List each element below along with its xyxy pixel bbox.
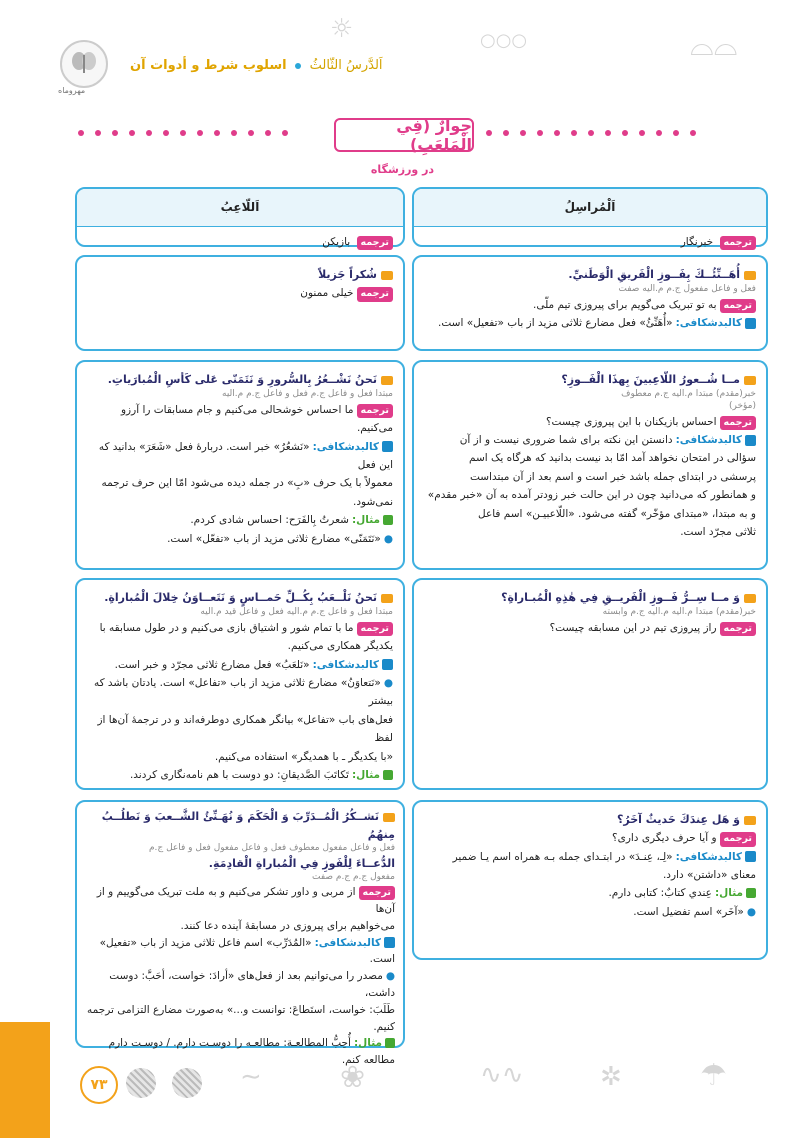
translation-line: ترجمهاحساس بازیکنان با این پیروزی چیست؟: [424, 413, 756, 431]
player-translation: بازیکن: [322, 236, 351, 248]
explore-line: معمولاً با یک حرف «بِ» در جمله دیده می‌شود امّا این حرف ترجمه نمی‌شود.: [101, 477, 393, 508]
explore-line: کالبدشکافی:«أُهَنِّئُ» فعل مضارع ثلاثی مزید از باب «تفعیل» است.: [424, 314, 756, 332]
pencil-icon: [745, 435, 756, 446]
pencil-icon: [382, 659, 393, 670]
grammar-labels: مبتدا فعل و فاعل ج.م م.اليه فعل و فاعل قيد م.اليه: [200, 607, 393, 618]
book-icon: [381, 594, 393, 603]
page-header: [130, 58, 383, 73]
logo-label: مهروماه: [58, 86, 86, 95]
book-icon: [381, 271, 393, 280]
note-line: «با یکدیگر ـ با همدیگر» استفاده می‌کنیم.: [214, 750, 393, 763]
dialogue-card-8: [75, 800, 405, 1067]
balls-doodle-icon: ○○○: [480, 30, 528, 51]
explore-line: و همانطور که می‌دانید چون در این حالت خبر زودتر آمده به آن «خبر مقدم»: [427, 489, 756, 502]
book-icon: [381, 376, 393, 385]
note-line: فعل‌های باب «تفاعل» بیانگر همکاری دوطرفه‌اند و در ترجمهٔ آن‌ها از لفظ: [97, 713, 393, 745]
translation-line: ترجمهما با تمام شور و اشتیاق بازی می‌کنیم و در طول مسابقه با: [87, 619, 393, 637]
check-icon: [383, 515, 393, 525]
book-icon: [744, 594, 756, 603]
arabic-sentence: شُكراً جَزيلاً: [87, 265, 393, 284]
ball-doodle-icon: [126, 1068, 156, 1098]
note-line: طَلَبَ: خواست، استَطاعَ: توانست و...» به‌صورت مضارع التزامی ترجمه کنیم.: [87, 1003, 395, 1033]
grammar-labels: خبر(مقدم) مبتدا م.اليه م.اليه ج.م وابسته: [602, 607, 756, 618]
translation-line: می‌خواهیم برای پیروزی در مسابقهٔ آینده دعا کنند.: [180, 919, 395, 932]
example-line: مثال:أُحِبُّ المطالعـة: مطالعـه را دوسـت دارم. / دوسـت دارم: [85, 1035, 395, 1052]
page-number: ۷۳: [80, 1066, 118, 1104]
flower-doodle-icon: ❀: [340, 1060, 366, 1095]
explore-line: کالبدشکافی:دانستن این نکته برای شما ضروری نیست و از آن: [424, 431, 756, 449]
ball-doodle-icon: [172, 1068, 202, 1098]
header-dot: [295, 63, 301, 69]
publisher-logo: [60, 40, 108, 88]
arabic-sentence: وَ هَل عِندَكَ حَديثٌ آخَرُ؟: [424, 810, 756, 829]
translate-tag: ترجمه: [357, 236, 393, 250]
dialogue-card-1: [412, 255, 768, 351]
example-line: مثال:شعرتُ بِالفَرَح: احساس شادی کردم.: [87, 511, 393, 529]
check-icon: [383, 770, 393, 780]
pencil-icon: [745, 318, 756, 329]
dialogue-subtitle: در ورزشگاه: [370, 163, 435, 176]
translation-line: یکدیگر همکاری می‌کنیم.: [287, 640, 393, 653]
arabic-sentence: نَحنُ نَشْــعُرُ بِالسُّرورِ وَ نَتَمَنّى عَلى كَأسِ الْمُبارَياتِ.: [87, 370, 393, 389]
explore-line: کالبدشکافی:«نَشعُرُ» خبر است. دربارهٔ فعل «شَعَرَ» بدانید که این فعل: [98, 440, 393, 472]
dialogue-card-7: [412, 800, 768, 960]
grammar-labels: فعل و فاعل مفعول معطوف فعل و فاعل مفعول فعل و فاعل ج.م: [148, 843, 395, 854]
lesson-label: اَلدَّرسُ الثّالثُ: [309, 58, 383, 73]
butterfly-icon: [69, 49, 99, 79]
dialogue-card-4: [75, 360, 405, 570]
pencil-icon: [384, 937, 395, 948]
grammar-labels-2: (مؤخر): [728, 400, 756, 411]
dialogue-card-3: [412, 360, 768, 570]
translation-line: ترجمهو آیا حرف دیگری داری؟: [424, 829, 756, 847]
book-icon: [744, 816, 756, 825]
example-line: مثال:عِندي كتابٌ: کتابی دارم.: [424, 884, 756, 902]
note-line: ●«نَتَمَنّى» مضارع ثلاثی مزید از باب «تفعّل» است.: [167, 532, 393, 545]
dialogue-card-2: [75, 255, 405, 351]
reporter-heading: اَلْمُراسِلُ: [414, 189, 766, 227]
grammar-labels-2: مفعول ج.م ج.م صفت: [311, 872, 395, 883]
note-line: ●«آخَر» اسم تفضیل است.: [633, 905, 756, 918]
explore-line: سؤالی در امتحان نخواهد آمد امّا بد نیست بدانید که هرگاه یک اسم: [468, 452, 756, 465]
translation-line: ترجمهراز پیروزی تیم در این مسابقه چیست؟: [424, 619, 756, 637]
grammar-labels: مبتدا فعل و فاعل ج.م فعل و فاعل ج.م م.اليه: [222, 389, 393, 400]
dialogue-card-5: [412, 578, 768, 790]
translation-line: ترجمهخیلی ممنون: [87, 284, 393, 302]
translation-line: ترجمهاز مربی و داور تشکر می‌کنیم و به ملت تبریک می‌گوییم و از آن‌ها: [96, 886, 395, 915]
topic-label: اسلوب شرط و أدوات آن: [130, 58, 287, 73]
translate-tag: ترجمه: [720, 236, 756, 250]
book-icon: [744, 271, 756, 280]
scribble-doodle-icon: ∿∿: [480, 1060, 524, 1090]
grammar-labels: فعل و فاعل مفعول ج.م م.اليه صفت: [618, 284, 756, 295]
dialogue-title: حِوارٌ (فِي الْمَلعَبِ): [334, 118, 474, 152]
example-line: مطالعه کنم.: [341, 1054, 395, 1067]
translation-line: ترجمهبه تو تبریک می‌گویم برای پیروزی تیم ملّی.: [424, 296, 756, 314]
pencil-icon: [382, 441, 393, 452]
pencil-icon: [745, 851, 756, 862]
sun-doodle-icon: ☼: [330, 14, 354, 44]
arabic-sentence: وَ مــا سِــرُّ فَــوزِ الْفَريــقِ فِي هٰذِهِ الْمُبـاراةِ؟: [424, 588, 756, 607]
explore-line: کالبدشکافی:«لِـ، عِنـدَ» در ابتـدای جمله بـه همراه اسم یـا ضمیر: [424, 848, 756, 866]
arabic-sentence: مــا شُــعورُ اللّاعِبينَ بِهذَا الْفَــوزِ؟: [424, 370, 756, 389]
note-line: ●«نَتعاوَنُ» مضارع ثلاثی مزید از باب «تفاعل» است. یادتان باشد که بیشتر: [93, 677, 393, 708]
book-icon: [383, 813, 395, 822]
explore-line: و به مبتدا، «مبتدای مؤخّر» گفته می‌شود. «اللّاعبیـن» اسم فاعل: [478, 507, 756, 520]
page-edge-bar: [0, 1022, 50, 1138]
reporter-card: [412, 187, 768, 247]
dot-divider-left: [78, 126, 288, 140]
explore-line: ثلاثی مجرّد است.: [680, 525, 756, 538]
explore-line: کالبدشکافی:«نَلعَبُ» فعل مضارع ثلاثی مجرّد و خبر است.: [87, 656, 393, 674]
book-icon: [744, 376, 756, 385]
arabic-sentence: نَشــكُرُ الْمُــدَرِّبَ وَ الْحَكَمَ وَ نُهَـنِّئُ الشَّــعبَ وَ نَطلُــبُ مِنهُمُ: [101, 810, 395, 841]
example-line: مثال:تَكاتَبَ الصَّديقانِ: دو دوست با هم نامه‌نگاری کردند.: [87, 766, 393, 784]
swirl-doodle-icon: ∽: [240, 1062, 262, 1092]
check-icon: [746, 888, 756, 898]
umbrella-doodle-icon: ☂: [700, 1058, 727, 1093]
explore-line: معنای «داشتن» دارد.: [662, 869, 756, 881]
player-heading: اَللّاعِبُ: [77, 189, 403, 227]
grammar-labels: خبر(مقدم) مبتدا م.اليه ج.م معطوف: [621, 389, 756, 400]
dialogue-card-6: [75, 578, 405, 790]
pinwheel-doodle-icon: ✲: [600, 1062, 622, 1092]
arabic-sentence-2: الدُّعــاءَ لِلْفَوزِ فِي الْمُباراةِ الْقادِمَةِ.: [208, 856, 395, 870]
explore-line: پرسشی در ابتدای جمله باشد خبر است و اسم بعد از آن مبتداست: [469, 470, 756, 483]
explore-line: کالبدشکافی:«المُدَرِّب» اسم فاعل ثلاثی مزید از باب «تفعیل» است.: [99, 936, 395, 966]
glasses-doodle-icon: ⌓⌓: [690, 28, 738, 63]
translation-line: ترجمهما احساس خوشحالی می‌کنیم و جام مسابقات را آرزو می‌کنیم.: [120, 403, 393, 435]
note-line: ●مصدر را می‌توانیم بعد از فعل‌های «أرادَ: خواست، أحَبَّ: دوست داشت،: [109, 970, 395, 999]
player-card: [75, 187, 405, 247]
reporter-translation: خبرنگار: [680, 236, 714, 248]
dot-divider-right: [486, 126, 696, 140]
arabic-sentence: أُهَــنِّئُــكَ بِفَــوزِ الْفَريقِ الْوَطَنيِّ.: [424, 265, 756, 284]
arabic-sentence: نَحنُ نَلْــعَبُ بِكُــلِّ حَمــاسٍ وَ نَتَعــاوَنُ خِلالَ الْمُباراةِ.: [87, 588, 393, 607]
check-icon: [385, 1038, 395, 1048]
